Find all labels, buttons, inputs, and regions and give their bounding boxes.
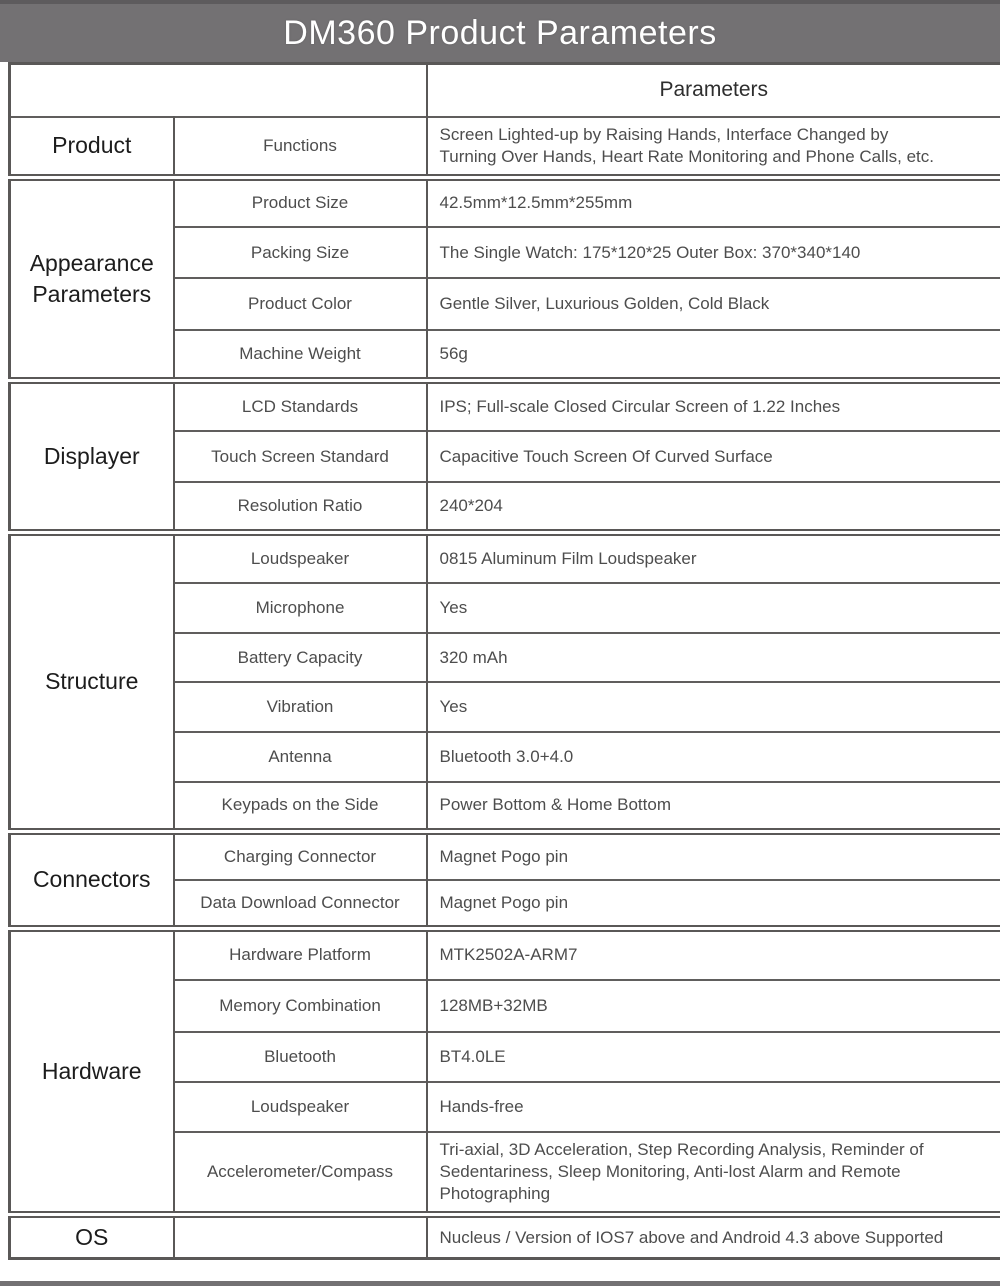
param-label: Packing Size (174, 227, 427, 278)
param-label: LCD Standards (174, 380, 427, 431)
param-value: Hands-free (427, 1082, 1000, 1132)
table-row (10, 928, 1000, 980)
category-cell-appearance-parameters: Appearance Parameters (10, 177, 174, 380)
param-label: Resolution Ratio (174, 482, 427, 532)
param-value: Bluetooth 3.0+4.0 (427, 732, 1000, 782)
category-cell-hardware: Hardware (10, 928, 174, 1215)
param-label: Charging Connector (174, 831, 427, 880)
param-value: Tri-axial, 3D Acceleration, Step Recording Analysis, Reminder of Sedentariness, Sleep Monitoring, Anti-lost Alarm and Remote Photographing (427, 1132, 1000, 1215)
param-value: 56g (427, 330, 1000, 380)
param-value: Screen Lighted-up by Raising Hands, Interface Changed by Turning Over Hands, Heart Rate Monitoring and Phone Calls, etc. (427, 117, 1000, 178)
param-label: Microphone (174, 583, 427, 633)
param-label-empty (174, 1215, 427, 1259)
spec-table (8, 62, 1000, 1260)
param-value: IPS; Full-scale Closed Circular Screen of 1.22 Inches (427, 380, 1000, 431)
table-row (10, 831, 1000, 880)
bottom-divider-bar (0, 1281, 1000, 1286)
param-value: Nucleus / Version of IOS7 above and Android 4.3 above Supported (427, 1215, 1000, 1259)
param-value: 42.5mm*12.5mm*255mm (427, 177, 1000, 227)
table-row (10, 117, 1000, 178)
param-label: Data Download Connector (174, 880, 427, 928)
param-label: Product Color (174, 278, 427, 330)
table-row (10, 1215, 1000, 1259)
param-label: Loudspeaker (174, 1082, 427, 1132)
parameters-column-header: Parameters (427, 64, 1000, 117)
param-value: Gentle Silver, Luxurious Golden, Cold Black (427, 278, 1000, 330)
table-header-row (10, 64, 1000, 117)
param-value: Capacitive Touch Screen Of Curved Surface (427, 431, 1000, 482)
param-value: Yes (427, 682, 1000, 732)
page-title: DM360 Product Parameters (0, 0, 1000, 62)
param-label: Battery Capacity (174, 633, 427, 682)
param-value: Yes (427, 583, 1000, 633)
table-row (10, 532, 1000, 583)
category-cell-displayer: Displayer (10, 380, 174, 532)
header-left-empty-cell (10, 64, 427, 117)
param-label: Functions (174, 117, 427, 178)
param-label: Loudspeaker (174, 532, 427, 583)
param-label: Machine Weight (174, 330, 427, 380)
param-value: 0815 Aluminum Film Loudspeaker (427, 532, 1000, 583)
param-value: 240*204 (427, 482, 1000, 532)
param-value: MTK2502A-ARM7 (427, 928, 1000, 980)
param-value: Magnet Pogo pin (427, 831, 1000, 880)
param-label: Accelerometer/Compass (174, 1132, 427, 1215)
param-value: The Single Watch: 175*120*25 Outer Box: 370*340*140 (427, 227, 1000, 278)
category-cell-structure: Structure (10, 532, 174, 831)
param-label: Antenna (174, 732, 427, 782)
param-label: Hardware Platform (174, 928, 427, 980)
param-label: Keypads on the Side (174, 782, 427, 831)
param-value: BT4.0LE (427, 1032, 1000, 1082)
param-value: Power Bottom & Home Bottom (427, 782, 1000, 831)
param-value: Magnet Pogo pin (427, 880, 1000, 928)
param-label: Touch Screen Standard (174, 431, 427, 482)
category-cell-connectors: Connectors (10, 831, 174, 928)
param-label: Bluetooth (174, 1032, 427, 1082)
param-label: Memory Combination (174, 980, 427, 1032)
param-label: Product Size (174, 177, 427, 227)
param-value: 128MB+32MB (427, 980, 1000, 1032)
table-row (10, 380, 1000, 431)
category-cell-os: OS (10, 1215, 174, 1259)
table-row (10, 177, 1000, 227)
param-label: Vibration (174, 682, 427, 732)
param-value: 320 mAh (427, 633, 1000, 682)
category-cell-product: Product (10, 117, 174, 178)
